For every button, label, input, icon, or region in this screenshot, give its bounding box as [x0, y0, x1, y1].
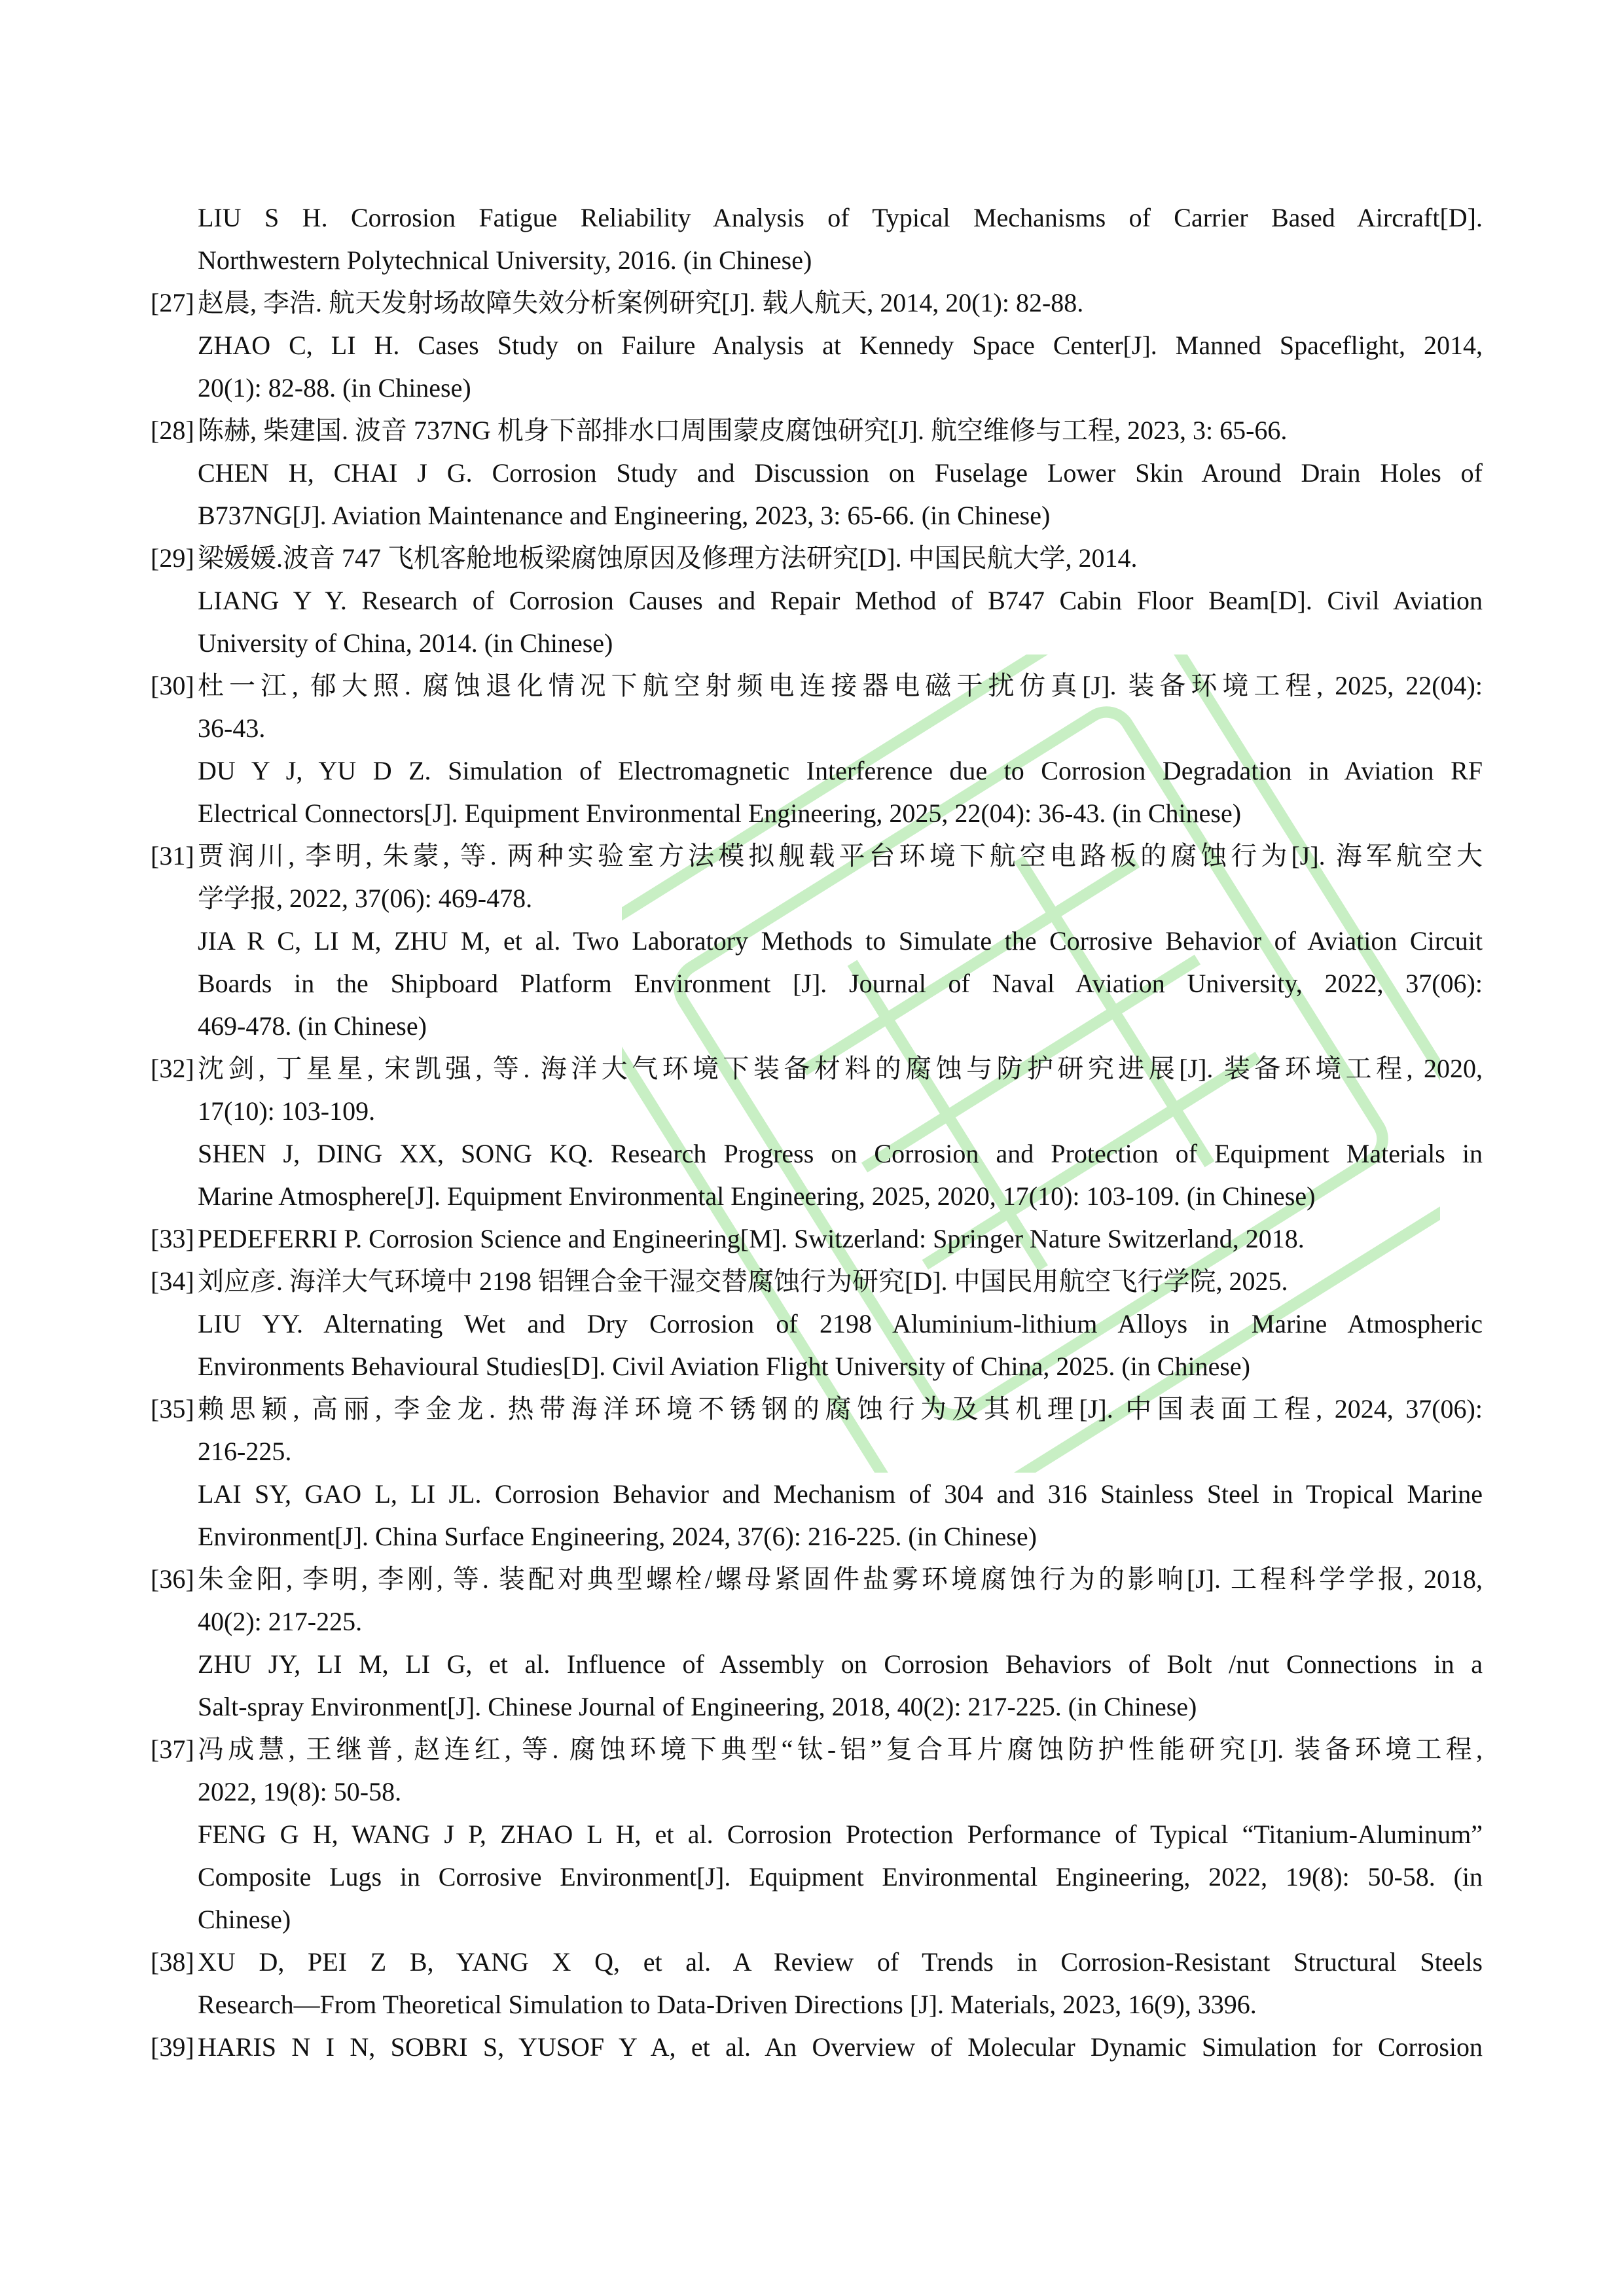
- reference-entry: [151, 1260, 1483, 1388]
- reference-entry: [151, 1728, 1483, 1941]
- reference-entry: [151, 196, 1483, 281]
- reference-line: SHEN J, DING XX, SONG KQ. Research Progress on Corrosion and Protection of Equipment Materials in: [198, 1139, 1483, 1168]
- reference-number: [38]: [151, 1947, 194, 1977]
- reference-line: DU Y J, YU D Z. Simulation of Electromagnetic Interference due to Corrosion Degradation in Aviation RF: [198, 756, 1483, 785]
- reference-line: Environments Behavioural Studies[D]. Civil Aviation Flight University of China, 2025. (in Chinese): [198, 1352, 1250, 1381]
- reference-line: 40(2): 217-225.: [198, 1607, 363, 1636]
- reference-line: 刘应彦. 海洋大气环境中 2198 铝锂合金干湿交替腐蚀行为研究[D]. 中国民用航空飞行学院, 2025.: [198, 1266, 1288, 1296]
- reference-entry: [151, 1388, 1483, 1558]
- reference-line: 20(1): 82-88. (in Chinese): [198, 373, 471, 403]
- reference-line: Northwestern Polytechnical University, 2016. (in Chinese): [198, 245, 812, 275]
- reference-number: [30]: [151, 671, 194, 700]
- reference-line: 2022, 19(8): 50-58.: [198, 1777, 402, 1806]
- reference-line: 贾润川, 李明, 朱蒙, 等. 两种实验室方法模拟舰载平台环境下航空电路板的腐蚀行为[J]. 海军航空大: [198, 841, 1483, 870]
- reference-entry: [151, 1558, 1483, 1728]
- reference-line: Salt-spray Environment[J]. Chinese Journal of Engineering, 2018, 40(2): 217-225. (in Chinese): [198, 1692, 1197, 1721]
- reference-number: [33]: [151, 1224, 194, 1253]
- reference-line: 17(10): 103-109.: [198, 1096, 376, 1126]
- reference-entry: [151, 834, 1483, 1047]
- reference-line: 学学报, 2022, 37(06): 469-478.: [198, 884, 533, 913]
- reference-line: 陈赫, 柴建国. 波音 737NG 机身下部排水口周围蒙皮腐蚀研究[J]. 航空维修与工程, 2023, 3: 65-66.: [198, 416, 1288, 445]
- reference-line: 沈剑, 丁星星, 宋凯强, 等. 海洋大气环境下装备材料的腐蚀与防护研究进展[J]. 装备环境工程, 2020,: [198, 1054, 1483, 1083]
- reference-line: Environment[J]. China Surface Engineering, 2024, 37(6): 216-225. (in Chinese): [198, 1522, 1037, 1551]
- reference-line: LIU S H. Corrosion Fatigue Reliability Analysis of Typical Mechanisms of Carrier Based Aircraft[D].: [198, 203, 1483, 232]
- reference-line: Electrical Connectors[J]. Equipment Environmental Engineering, 2025, 22(04): 36-43. (in Chinese): [198, 798, 1242, 828]
- reference-entry: [151, 2026, 1483, 2068]
- reference-list: [151, 196, 1483, 2068]
- reference-line: Marine Atmosphere[J]. Equipment Environmental Engineering, 2025, 2020, 17(10): 103-109. (in Chinese): [198, 1181, 1316, 1211]
- reference-line: LAI SY, GAO L, LI JL. Corrosion Behavior and Mechanism of 304 and 316 Stainless Steel in Tropical Marine: [198, 1479, 1483, 1509]
- reference-number: [32]: [151, 1054, 194, 1083]
- reference-line: XU D, PEI Z B, YANG X Q, et al. A Review of Trends in Corrosion-Resistant Structural Steels: [198, 1947, 1483, 1977]
- reference-line: CHEN H, CHAI J G. Corrosion Study and Discussion on Fuselage Lower Skin Around Drain Holes of: [198, 458, 1483, 488]
- reference-entry: [151, 409, 1483, 537]
- reference-line: 36-43.: [198, 713, 266, 743]
- reference-entry: [151, 1047, 1483, 1217]
- reference-line: LIANG Y Y. Research of Corrosion Causes and Repair Method of B747 Cabin Floor Beam[D]. Civil Aviation: [198, 586, 1483, 615]
- reference-line: FENG G H, WANG J P, ZHAO L H, et al. Corrosion Protection Performance of Typical “Titanium-Aluminum”: [198, 1820, 1483, 1849]
- reference-line: 杜一江, 郁大照. 腐蚀退化情况下航空射频电连接器电磁干扰仿真[J]. 装备环境工程, 2025, 22(04):: [198, 671, 1483, 700]
- reference-line: HARIS N I N, SOBRI S, YUSOF Y A, et al. An Overview of Molecular Dynamic Simulation for Corrosion: [198, 2032, 1483, 2062]
- reference-line: University of China, 2014. (in Chinese): [198, 628, 613, 658]
- reference-line: 冯成慧, 王继普, 赵连红, 等. 腐蚀环境下典型“钛-铝”复合耳片腐蚀防护性能研究[J]. 装备环境工程,: [198, 1734, 1483, 1764]
- reference-line: 216-225.: [198, 1437, 292, 1466]
- reference-line: Composite Lugs in Corrosive Environment[J]. Equipment Environmental Engineering, 2022, 19(8): 50-58. (in: [198, 1862, 1483, 1892]
- reference-line: 梁媛媛.波音 747 飞机客舱地板梁腐蚀原因及修理方法研究[D]. 中国民航大学, 2014.: [198, 543, 1138, 573]
- reference-number: [39]: [151, 2032, 194, 2062]
- reference-line: LIU YY. Alternating Wet and Dry Corrosion of 2198 Aluminium-lithium Alloys in Marine Atmospheric: [198, 1309, 1483, 1338]
- reference-number: [31]: [151, 841, 194, 870]
- reference-number: [34]: [151, 1266, 194, 1296]
- reference-line: ZHU JY, LI M, LI G, et al. Influence of Assembly on Corrosion Behaviors of Bolt /nut Connections in a: [198, 1649, 1483, 1679]
- reference-number: [36]: [151, 1564, 194, 1594]
- reference-line: 469-478. (in Chinese): [198, 1011, 427, 1041]
- reference-entry: [151, 1217, 1483, 1260]
- reference-line: 朱金阳, 李明, 李刚, 等. 装配对典型螺栓/螺母紧固件盐雾环境腐蚀行为的影响[J]. 工程科学学报, 2018,: [198, 1564, 1483, 1594]
- reference-entry: [151, 281, 1483, 409]
- reference-line: Research—From Theoretical Simulation to Data-Driven Directions [J]. Materials, 2023, 16(9), 3396.: [198, 1990, 1257, 2019]
- reference-line: PEDEFERRI P. Corrosion Science and Engineering[M]. Switzerland: Springer Nature Switzerland, 2018.: [198, 1224, 1305, 1253]
- reference-entry: [151, 1941, 1483, 2026]
- reference-number: [27]: [151, 288, 194, 317]
- reference-number: [29]: [151, 543, 194, 573]
- reference-entry: [151, 537, 1483, 664]
- reference-number: [28]: [151, 416, 194, 445]
- reference-number: [37]: [151, 1734, 194, 1764]
- reference-line: 赵晨, 李浩. 航天发射场故障失效分析案例研究[J]. 载人航天, 2014, 20(1): 82-88.: [198, 288, 1084, 317]
- reference-line: Boards in the Shipboard Platform Environment [J]. Journal of Naval Aviation University, 2022, 37(06):: [198, 969, 1483, 998]
- reference-line: Chinese): [198, 1905, 291, 1934]
- reference-line: 赖思颖, 高丽, 李金龙. 热带海洋环境不锈钢的腐蚀行为及其机理[J]. 中国表面工程, 2024, 37(06):: [198, 1394, 1483, 1424]
- reference-line: ZHAO C, LI H. Cases Study on Failure Analysis at Kennedy Space Center[J]. Manned Spaceflight, 2014,: [198, 331, 1483, 360]
- reference-number: [35]: [151, 1394, 194, 1424]
- reference-line: JIA R C, LI M, ZHU M, et al. Two Laboratory Methods to Simulate the Corrosive Behavior of Aviation Circuit: [198, 926, 1483, 956]
- reference-line: B737NG[J]. Aviation Maintenance and Engineering, 2023, 3: 65-66. (in Chinese): [198, 501, 1051, 530]
- reference-entry: [151, 664, 1483, 834]
